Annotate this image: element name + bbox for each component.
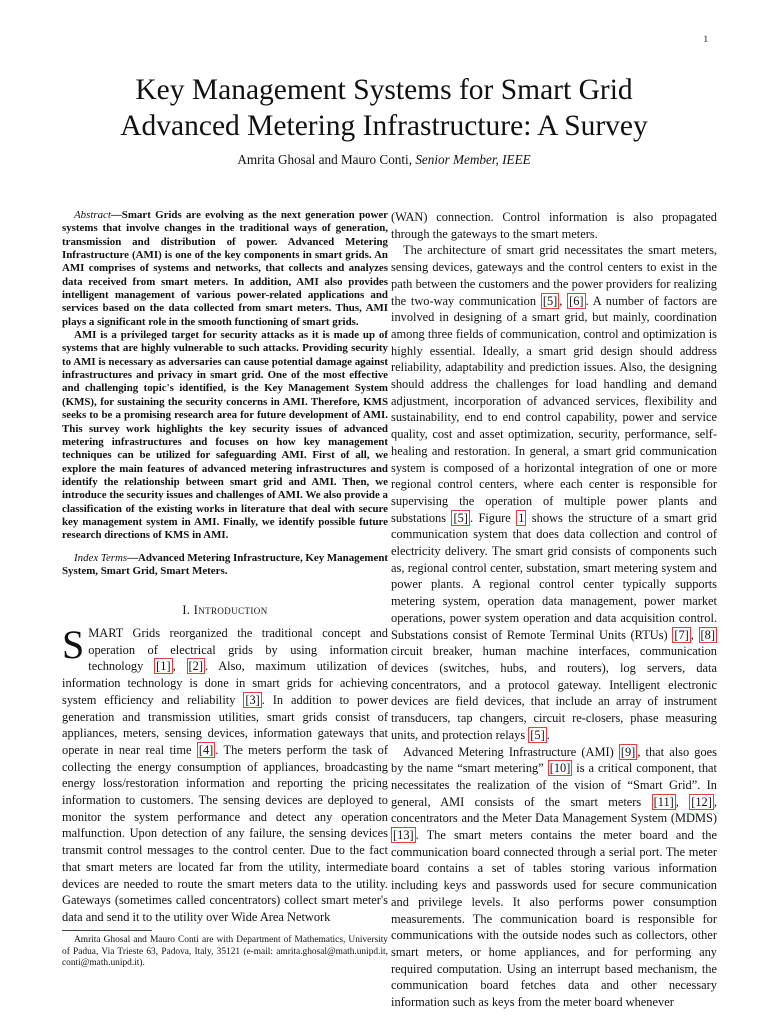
intro-text-4: . In addition to power generation and transmission utilities, smart grids consist of appliances, meters, sensing devices, information gateways that operate in near real time	[62, 692, 388, 757]
left-column	[62, 209, 388, 926]
citation-link[interactable]: [6]	[569, 293, 584, 308]
index-terms-text: —Advanced Metering Infrastructure, Key Management System, Smart Grid, Smart Meters.	[62, 551, 389, 577]
para3-text-4: ,	[675, 794, 690, 809]
abstract-text-1: —Smart Grids are evolving as the next generation power systems that involve changes in the traditional ways of generation, transmission and distribution of power. Advanced Metering Infrastructure (AMI) is one of the key components in smart grids. An AMI comprises of systems and networks, that collects and analyzes data received from smart meters. In addition, AMI also provides intelligent management of various power-related applications and services based on the data collected from smart meters. Thus, AMI plays a significant role in the smooth functioning of smart grids.	[62, 209, 388, 328]
para2-text-3: . A number of factors are involved in designing of a smart grid, but mainly, coordination among three fields of communication, control and optimization is highly essential. Ideally, a smart grid design should address reliability, adaptability and prediction issues. Also, the designing should address the challenges for load handling and demand adjustment, incorporation of advanced services, flexibility and sustainability, end to end control capability, power and service quality, cost and asset optimization, security, performance, self-healing and restoration. In general, a smart grid communication system is composed of a horizontal integration of one or more regional control centers, where each center is responsible for supervising the operation of multiple power plants and substations	[391, 293, 717, 525]
figure-link[interactable]: 1	[518, 510, 525, 525]
para2-text-4: . Figure	[469, 510, 517, 525]
section-heading-introduction: I. Introduction	[182, 603, 268, 618]
citation-link[interactable]: [8]	[700, 627, 715, 642]
para3-text-5: , concentrators and the Meter Data Management System (MDMS)	[391, 794, 717, 826]
para2-text-7: circuit breaker, human machine interfaces, communication devices (switches, hubs, and routers), log servers, data concentrators, and a protocol gateway. Intelligent electronic devices are field devices, that include an array of instrument transducers, tap changers, circuit re-closers, phase measuring units, and protection relays	[391, 644, 717, 742]
author-membership: Senior Member, IEEE	[415, 152, 531, 167]
author-line	[0, 152, 768, 168]
author-names: Amrita Ghosal and Mauro Conti,	[237, 152, 416, 167]
footnote-rule	[62, 930, 152, 931]
para3-text-1: Advanced Metering Infrastructure (AMI)	[403, 744, 619, 759]
index-terms	[62, 552, 388, 579]
citation-link[interactable]: [4]	[198, 742, 214, 757]
intro-text-3: . Also, maximum utilization of information technology is done in smart grids for achieving system efficiency and reliability	[62, 659, 388, 707]
title-line-2: Advanced Metering Infrastructure: A Survey	[120, 110, 648, 142]
right-column	[391, 209, 717, 1011]
intro-text-1: MART Grids reorganized the traditional concept and operation of electrical grids by using information technology	[88, 625, 388, 674]
para2-text-2: ,	[559, 293, 568, 308]
right-paragraph-2	[391, 242, 717, 743]
drop-cap: S	[62, 621, 85, 667]
abstract	[62, 209, 388, 543]
citation-link[interactable]: [5]	[542, 293, 558, 308]
intro-text-5: . The meters perform the task of collecting the energy consumption of appliances, broadcasting energy loss/restoration information and reporting the pricing information to customers. The sensing devices are deployed to monitor the system performance and detect any operation malfunction. Upon detection of any failure, the sensing devices transmit control messages to the control center. Due to the fact that smart meters are located far from the utility, intermediate devices are needed to route the smart meters data to the utility. Gateways (sometimes called concentrators) collect smart meter's data and send it to the utility over Wide Area Network	[62, 742, 389, 924]
index-terms-label: Index Terms	[74, 551, 128, 564]
intro-text-2: ,	[172, 659, 187, 674]
para3-text-6: . The smart meters contains the meter board and the communication board connected through a serial port. The meter board contains a set of tables storing various information including keys and passwords used for secure communication and privilege levels. It also performs power consumption measurements. The communication board is responsible for communications with the outside nodes such as collectors, other smart meters, or home appliances, and for performing any required computation. Using an interrupt based mechanism, the communication board fetches data and other necessary information such as keys from the meter board whenever	[391, 828, 717, 1010]
citation-link[interactable]: [9]	[620, 744, 636, 759]
citation-link[interactable]: [2]	[188, 659, 203, 674]
para2-text-6: ,	[690, 627, 699, 642]
citation-link[interactable]: [10]	[549, 761, 571, 776]
citation-link[interactable]: [11]	[653, 794, 674, 809]
para2-text-5: shows the structure of a smart grid communication system that does data collection and control of electricity delivery. The smart grid consists of components such as, regional control center, substation, smart metering system and power plants. A regional control center typically supports metering system, operation data management, power market operations, power system operation and data acquisition control. Substations consist of Remote Terminal Units (RTUs)	[391, 510, 718, 642]
paper-title	[0, 72, 768, 144]
citation-link[interactable]: [7]	[674, 627, 689, 642]
citation-link[interactable]: [5]	[530, 727, 545, 742]
para3-text-3: is a critical component, that necessitates the realization of the vision of “Smart Grid”. In general, AMI consists of the smart meters	[391, 761, 717, 809]
abstract-paragraph-2: AMI is a privileged target for security attacks as it is made up of systems that are highly vulnerable to such attacks. Providing security to AMI is necessary as adversaries can cause potential damage against infrastructures and privacy in smart grid. One of the most effective and challenging topic's identified, is the Key Management System (KMS), for sustaining the security concerns in AMI. Therefore, KMS seeks to be a promising research area for future development of AMI. This survey work highlights the key security issues of advanced metering infrastructures and focuses on how key management techniques can be utilized for safeguarding AMI. First of all, we explore the main features of advanced metering infrastructures and identify the relationship between smart grid and AMI. Then, we introduce the security issues and challenges of AMI. We also provide a classification of the existing works in literature that deal with secure key management system in AMI. Finally, we identify possible future research directions of KMS in AMI.	[62, 329, 388, 542]
right-paragraph-3	[391, 744, 717, 1011]
citation-link[interactable]: [3]	[245, 692, 260, 707]
right-paragraph-1: (WAN) connection. Control information is also propagated through the gateways to the smart meters.	[391, 210, 717, 241]
para2-text-1: The architecture of smart grid necessitates the smart meters, sensing devices, gateways and the control centers to exist in the path between the customers and the power providers for realizing the two-way communication	[391, 243, 717, 308]
abstract-paragraph-1	[62, 209, 388, 329]
citation-link[interactable]: [13]	[393, 828, 414, 843]
citation-link[interactable]: [1]	[156, 659, 171, 674]
para3-text-2: , that also goes by the name “smart metering”	[391, 744, 717, 776]
title-line-1: Key Management Systems for Smart Grid	[135, 74, 633, 106]
footnote: Amrita Ghosal and Mauro Conti are with Department of Mathematics, University of Padua, Via Trieste 63, Padova, Italy, 35121 (e-mail: amrita.ghosal@math.unipd.it, conti@math.unipd.it).	[62, 935, 388, 969]
para2-text-8: .	[546, 727, 550, 742]
introduction-paragraph	[62, 621, 389, 926]
citation-link[interactable]: [5]	[453, 510, 468, 525]
page-number: 1	[703, 34, 708, 44]
abstract-label: Abstract	[74, 209, 111, 221]
citation-link[interactable]: [12]	[691, 794, 712, 809]
